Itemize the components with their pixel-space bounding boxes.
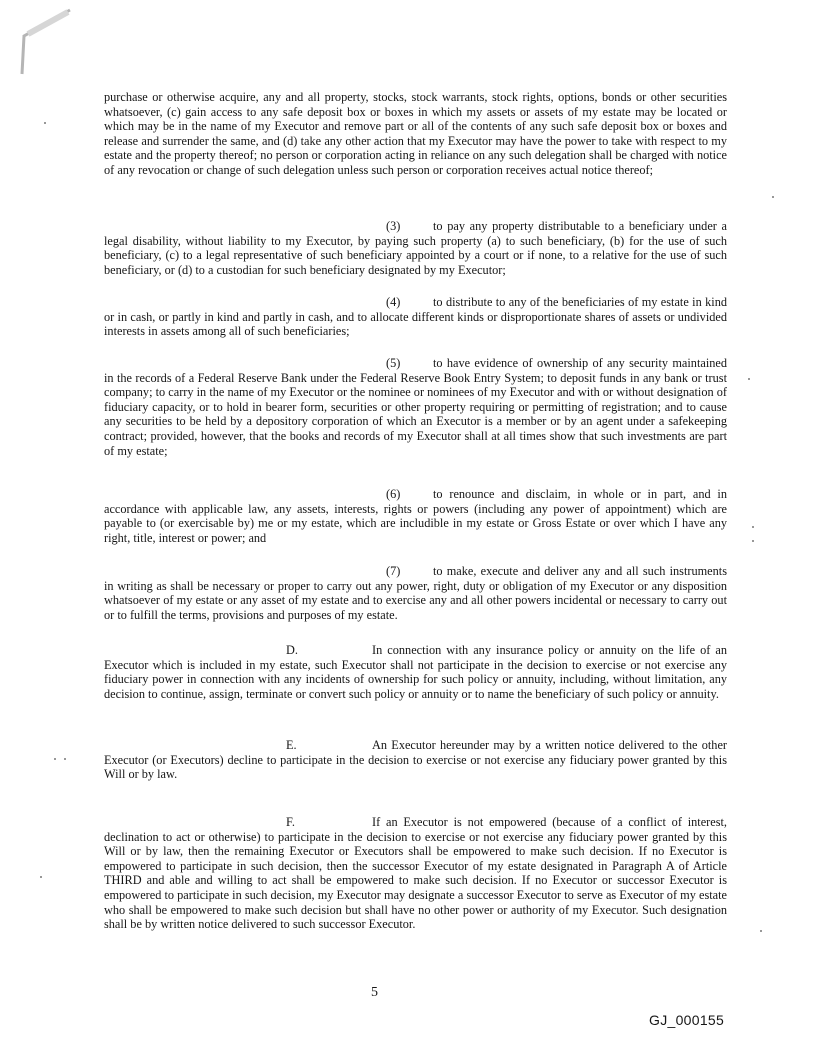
item-label: (6) [386, 487, 401, 501]
scan-speck [54, 758, 56, 760]
item-label: (4) [386, 295, 401, 309]
scan-speck [748, 378, 750, 380]
scan-speck [44, 122, 46, 124]
section-d: D. In connection with any insurance policy or annuity on the life of an Executor which is included in my estate, such Executor shall not participate in the decision to exercise or not exercise any fiduciary power in connection with any incidents of ownership for such policy or annuity, including, without limitation, any decision to continue, assign, terminate or convert such policy or annuity or to name the beneficiary of such policy or annuity. [104, 643, 727, 701]
scan-speck [760, 930, 762, 932]
item-label: (7) [386, 564, 401, 578]
section-f: F. If an Executor is not empowered (because of a conflict of interest, declination to act or otherwise) to participate in the decision to exercise or not exercise any fiduciary power granted by this Will or by law, then the remaining Executor or Executors shall be empowered to make such decision. If no Executor is empowered to participate in such decision, then the successor Executor of my estate designated in Paragraph A of Article THIRD and able and willing to act shall be empowered to make such decision. If no Executor or successor Executor is empowered to participate in such decision, my Executor may designate a successor Executor to serve as Executor of my estate who shall be empowered to make such decision but shall have no other power or authority of my Executor. Such designation shall be by written notice delivered to such successor Executor. [104, 815, 727, 932]
item-label: (5) [386, 356, 401, 370]
power-item-7: (7) to make, execute and deliver any and all such instruments in writing as shall be necessary or proper to carry out any power, right, duty or obligation of my Executor or any disposition whatsoever of my estate or any asset of my estate and to exercise any and all other powers incidental or necessary to carry out or to fulfill the terms, provisions and purposes of my estate. [104, 564, 727, 622]
scan-speck [752, 526, 754, 528]
power-item-6: (6) to renounce and disclaim, in whole or in part, and in accordance with applicable law, any assets, interests, rights or powers (including any power of appointment) which are payable to (or exercisable by) me or my estate, which are includible in my estate or Gross Estate or over which I have any right, title, interest or power; and [104, 487, 727, 545]
item-label: (3) [386, 219, 401, 233]
scan-speck [64, 758, 66, 760]
staple-mark [18, 8, 76, 80]
continuation-paragraph: purchase or otherwise acquire, any and all property, stocks, stock warrants, stock rights, options, bonds or other securities whatsoever, (c) gain access to any safe deposit box or boxes in which my assets or assets of my estate may be located or which may be in the name of my Executor and remove part or all of the contents of any such safe deposit box or boxes and release and surrender the same, and (d) take any other action that my Executor may have the power to take with respect to my estate and the property thereof; no person or corporation acting in reliance on any such delegation shall be charged with notice of any revocation or change of such delegation unless such person or corporation receives actual notice thereof; [104, 90, 727, 177]
section-e: E. An Executor hereunder may by a written notice delivered to the other Executor (or Executors) decline to participate in the decision to exercise or not exercise any fiduciary power granted by this Will or by law. [104, 738, 727, 782]
power-item-5: (5) to have evidence of ownership of any security maintained in the records of a Federal Reserve Bank under the Federal Reserve Book Entry System; to deposit funds in any bank or trust company; to carry in the name of my Executor or the nominee or nominees of my Executor and with or without designation of fiduciary capacity, or to hold in bearer form, securities or other property requiring or permitting of registration; and to cause any securities to be held by a depository corporation of which an Executor is a member or by an agent under a safekeeping contract; provided, however, that the books and records of my Executor shall at all times show that such investments are part of my estate; [104, 356, 727, 458]
section-label: E. [286, 738, 297, 752]
power-item-4: (4) to distribute to any of the beneficiaries of my estate in kind or in cash, or partly in kind and partly in cash, and to allocate different kinds or disproportionate shares of assets or undivided interests in assets among all of such beneficiaries; [104, 295, 727, 339]
page-number: 5 [371, 985, 378, 1000]
scan-speck [40, 876, 42, 878]
section-label: D. [286, 643, 298, 657]
power-item-3: (3) to pay any property distributable to a beneficiary under a legal disability, without liability to my Executor, by paying such property (a) to such beneficiary, (b) for the use of such beneficiary, (c) to a legal representative of such beneficiary appointed by a court or if none, to a relative for the use of such beneficiary, or (d) to a custodian for such beneficiary designated by my Executor; [104, 219, 727, 277]
section-label: F. [286, 815, 295, 829]
bates-number: GJ_000155 [649, 1012, 725, 1028]
scan-speck [752, 540, 754, 542]
scan-speck [772, 196, 774, 198]
